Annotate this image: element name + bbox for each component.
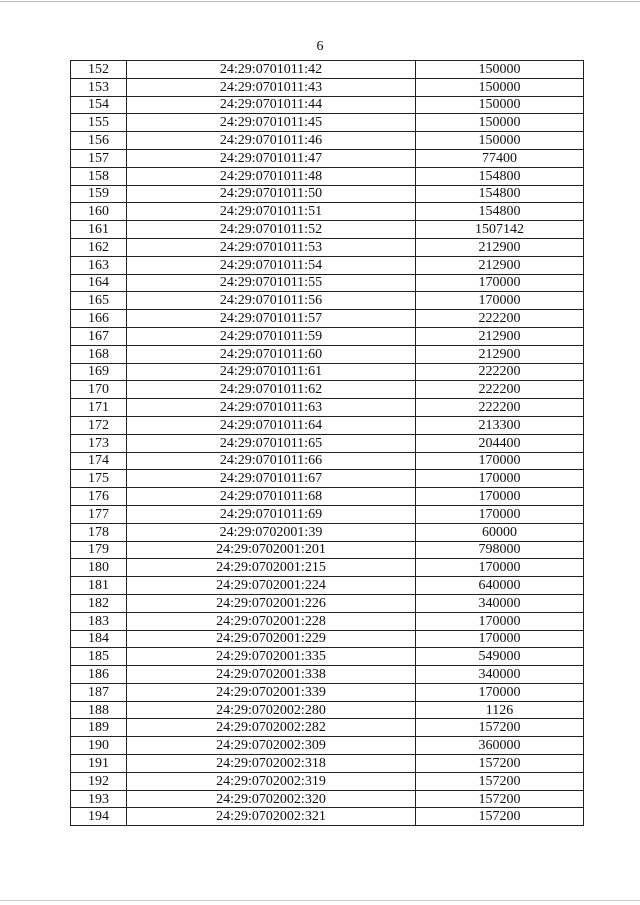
cadastral-number-cell: 24:29:0701011:48 [127, 167, 416, 185]
value-cell: 222200 [416, 310, 584, 328]
cadastral-number-cell: 24:29:0701011:53 [127, 238, 416, 256]
table-body [71, 61, 584, 826]
value-cell: 60000 [416, 523, 584, 541]
cadastral-number-cell: 24:29:0702002:280 [127, 701, 416, 719]
cadastral-number-cell: 24:29:0702001:39 [127, 523, 416, 541]
table-row [71, 292, 584, 310]
row-number-cell: 185 [71, 648, 127, 666]
value-cell: 549000 [416, 648, 584, 666]
value-cell: 640000 [416, 577, 584, 595]
value-cell: 340000 [416, 594, 584, 612]
value-cell: 157200 [416, 755, 584, 773]
row-number-cell: 161 [71, 221, 127, 239]
cadastral-number-cell: 24:29:0701011:56 [127, 292, 416, 310]
table-row [71, 666, 584, 684]
row-number-cell: 157 [71, 149, 127, 167]
value-cell: 170000 [416, 470, 584, 488]
value-cell: 154800 [416, 167, 584, 185]
row-number-cell: 184 [71, 630, 127, 648]
table-row [71, 719, 584, 737]
value-cell: 212900 [416, 345, 584, 363]
table-row [71, 701, 584, 719]
table-row [71, 505, 584, 523]
table-row [71, 434, 584, 452]
cadastral-number-cell: 24:29:0702002:320 [127, 790, 416, 808]
table-row [71, 755, 584, 773]
scan-edge-top [0, 1, 640, 2]
table-row [71, 256, 584, 274]
table-row [71, 790, 584, 808]
value-cell: 157200 [416, 719, 584, 737]
value-cell: 340000 [416, 666, 584, 684]
value-cell: 170000 [416, 612, 584, 630]
row-number-cell: 194 [71, 808, 127, 826]
row-number-cell: 172 [71, 416, 127, 434]
value-cell: 77400 [416, 149, 584, 167]
table-row [71, 470, 584, 488]
value-cell: 222200 [416, 399, 584, 417]
value-cell: 170000 [416, 488, 584, 506]
row-number-cell: 188 [71, 701, 127, 719]
cadastral-number-cell: 24:29:0702001:215 [127, 559, 416, 577]
value-cell: 150000 [416, 61, 584, 79]
cadastral-number-cell: 24:29:0702002:309 [127, 737, 416, 755]
row-number-cell: 171 [71, 399, 127, 417]
table-row [71, 541, 584, 559]
table-row [71, 577, 584, 595]
value-cell: 222200 [416, 363, 584, 381]
table-row [71, 452, 584, 470]
value-cell: 170000 [416, 630, 584, 648]
cadastral-number-cell: 24:29:0701011:54 [127, 256, 416, 274]
row-number-cell: 177 [71, 505, 127, 523]
table-row [71, 203, 584, 221]
cadastral-number-cell: 24:29:0701011:50 [127, 185, 416, 203]
cadastral-number-cell: 24:29:0702001:335 [127, 648, 416, 666]
table-row [71, 488, 584, 506]
cadastral-number-cell: 24:29:0701011:66 [127, 452, 416, 470]
table-row [71, 612, 584, 630]
cadastral-number-cell: 24:29:0701011:62 [127, 381, 416, 399]
row-number-cell: 181 [71, 577, 127, 595]
cadastral-number-cell: 24:29:0701011:46 [127, 132, 416, 150]
cadastral-number-cell: 24:29:0702002:282 [127, 719, 416, 737]
row-number-cell: 191 [71, 755, 127, 773]
cadastral-number-cell: 24:29:0702001:339 [127, 683, 416, 701]
row-number-cell: 168 [71, 345, 127, 363]
cadastral-number-cell: 24:29:0701011:47 [127, 149, 416, 167]
row-number-cell: 193 [71, 790, 127, 808]
cadastral-number-cell: 24:29:0701011:43 [127, 78, 416, 96]
cadastral-number-cell: 24:29:0701011:44 [127, 96, 416, 114]
cadastral-number-cell: 24:29:0701011:51 [127, 203, 416, 221]
table-row [71, 381, 584, 399]
row-number-cell: 183 [71, 612, 127, 630]
row-number-cell: 178 [71, 523, 127, 541]
cadastral-number-cell: 24:29:0702001:201 [127, 541, 416, 559]
value-cell: 150000 [416, 132, 584, 150]
cadastral-number-cell: 24:29:0701011:67 [127, 470, 416, 488]
value-cell: 170000 [416, 274, 584, 292]
cadastral-number-cell: 24:29:0701011:45 [127, 114, 416, 132]
table-row [71, 61, 584, 79]
cadastral-table [70, 60, 584, 826]
value-cell: 1126 [416, 701, 584, 719]
row-number-cell: 154 [71, 96, 127, 114]
page-number: 6 [316, 39, 324, 54]
table-row [71, 648, 584, 666]
cadastral-number-cell: 24:29:0702001:228 [127, 612, 416, 630]
row-number-cell: 175 [71, 470, 127, 488]
cadastral-number-cell: 24:29:0702001:229 [127, 630, 416, 648]
value-cell: 170000 [416, 683, 584, 701]
value-cell: 157200 [416, 790, 584, 808]
table-row [71, 630, 584, 648]
row-number-cell: 167 [71, 327, 127, 345]
row-number-cell: 163 [71, 256, 127, 274]
cadastral-number-cell: 24:29:0701011:64 [127, 416, 416, 434]
table-row [71, 416, 584, 434]
table-row [71, 96, 584, 114]
table-row [71, 594, 584, 612]
value-cell: 212900 [416, 327, 584, 345]
value-cell: 170000 [416, 452, 584, 470]
cadastral-number-cell: 24:29:0701011:52 [127, 221, 416, 239]
table-row [71, 399, 584, 417]
row-number-cell: 187 [71, 683, 127, 701]
cadastral-number-cell: 24:29:0701011:65 [127, 434, 416, 452]
value-cell: 798000 [416, 541, 584, 559]
row-number-cell: 173 [71, 434, 127, 452]
table-row [71, 132, 584, 150]
table-row [71, 114, 584, 132]
cadastral-number-cell: 24:29:0701011:42 [127, 61, 416, 79]
value-cell: 212900 [416, 256, 584, 274]
value-cell: 204400 [416, 434, 584, 452]
row-number-cell: 169 [71, 363, 127, 381]
row-number-cell: 186 [71, 666, 127, 684]
value-cell: 150000 [416, 114, 584, 132]
value-cell: 154800 [416, 203, 584, 221]
value-cell: 157200 [416, 808, 584, 826]
table-row [71, 310, 584, 328]
value-cell: 150000 [416, 96, 584, 114]
row-number-cell: 174 [71, 452, 127, 470]
table-row [71, 737, 584, 755]
row-number-cell: 153 [71, 78, 127, 96]
row-number-cell: 180 [71, 559, 127, 577]
row-number-cell: 159 [71, 185, 127, 203]
value-cell: 154800 [416, 185, 584, 203]
cadastral-number-cell: 24:29:0701011:60 [127, 345, 416, 363]
row-number-cell: 152 [71, 61, 127, 79]
row-number-cell: 176 [71, 488, 127, 506]
value-cell: 1507142 [416, 221, 584, 239]
cadastral-number-cell: 24:29:0701011:55 [127, 274, 416, 292]
cadastral-number-cell: 24:29:0701011:69 [127, 505, 416, 523]
value-cell: 150000 [416, 78, 584, 96]
row-number-cell: 192 [71, 772, 127, 790]
table-row [71, 149, 584, 167]
row-number-cell: 156 [71, 132, 127, 150]
cadastral-number-cell: 24:29:0702002:321 [127, 808, 416, 826]
row-number-cell: 190 [71, 737, 127, 755]
table-row [71, 274, 584, 292]
table-row [71, 523, 584, 541]
cadastral-number-cell: 24:29:0702002:319 [127, 772, 416, 790]
cadastral-number-cell: 24:29:0701011:68 [127, 488, 416, 506]
value-cell: 170000 [416, 559, 584, 577]
cadastral-number-cell: 24:29:0702001:338 [127, 666, 416, 684]
scan-edge-bottom [0, 900, 640, 901]
value-cell: 212900 [416, 238, 584, 256]
cadastral-number-cell: 24:29:0701011:61 [127, 363, 416, 381]
cadastral-number-cell: 24:29:0702002:318 [127, 755, 416, 773]
table-row [71, 345, 584, 363]
row-number-cell: 165 [71, 292, 127, 310]
row-number-cell: 155 [71, 114, 127, 132]
cadastral-number-cell: 24:29:0701011:59 [127, 327, 416, 345]
row-number-cell: 158 [71, 167, 127, 185]
value-cell: 222200 [416, 381, 584, 399]
row-number-cell: 179 [71, 541, 127, 559]
cadastral-number-cell: 24:29:0702001:226 [127, 594, 416, 612]
table-row [71, 167, 584, 185]
row-number-cell: 164 [71, 274, 127, 292]
cadastral-number-cell: 24:29:0701011:57 [127, 310, 416, 328]
table-row [71, 185, 584, 203]
row-number-cell: 189 [71, 719, 127, 737]
row-number-cell: 166 [71, 310, 127, 328]
row-number-cell: 182 [71, 594, 127, 612]
cadastral-number-cell: 24:29:0701011:63 [127, 399, 416, 417]
table-row [71, 78, 584, 96]
table-row [71, 683, 584, 701]
table-row [71, 327, 584, 345]
table-row [71, 808, 584, 826]
table-row [71, 221, 584, 239]
value-cell: 170000 [416, 505, 584, 523]
table-row [71, 559, 584, 577]
table-row [71, 772, 584, 790]
cadastral-number-cell: 24:29:0702001:224 [127, 577, 416, 595]
table-row [71, 238, 584, 256]
value-cell: 157200 [416, 772, 584, 790]
row-number-cell: 162 [71, 238, 127, 256]
row-number-cell: 170 [71, 381, 127, 399]
value-cell: 213300 [416, 416, 584, 434]
row-number-cell: 160 [71, 203, 127, 221]
value-cell: 360000 [416, 737, 584, 755]
value-cell: 170000 [416, 292, 584, 310]
table-row [71, 363, 584, 381]
